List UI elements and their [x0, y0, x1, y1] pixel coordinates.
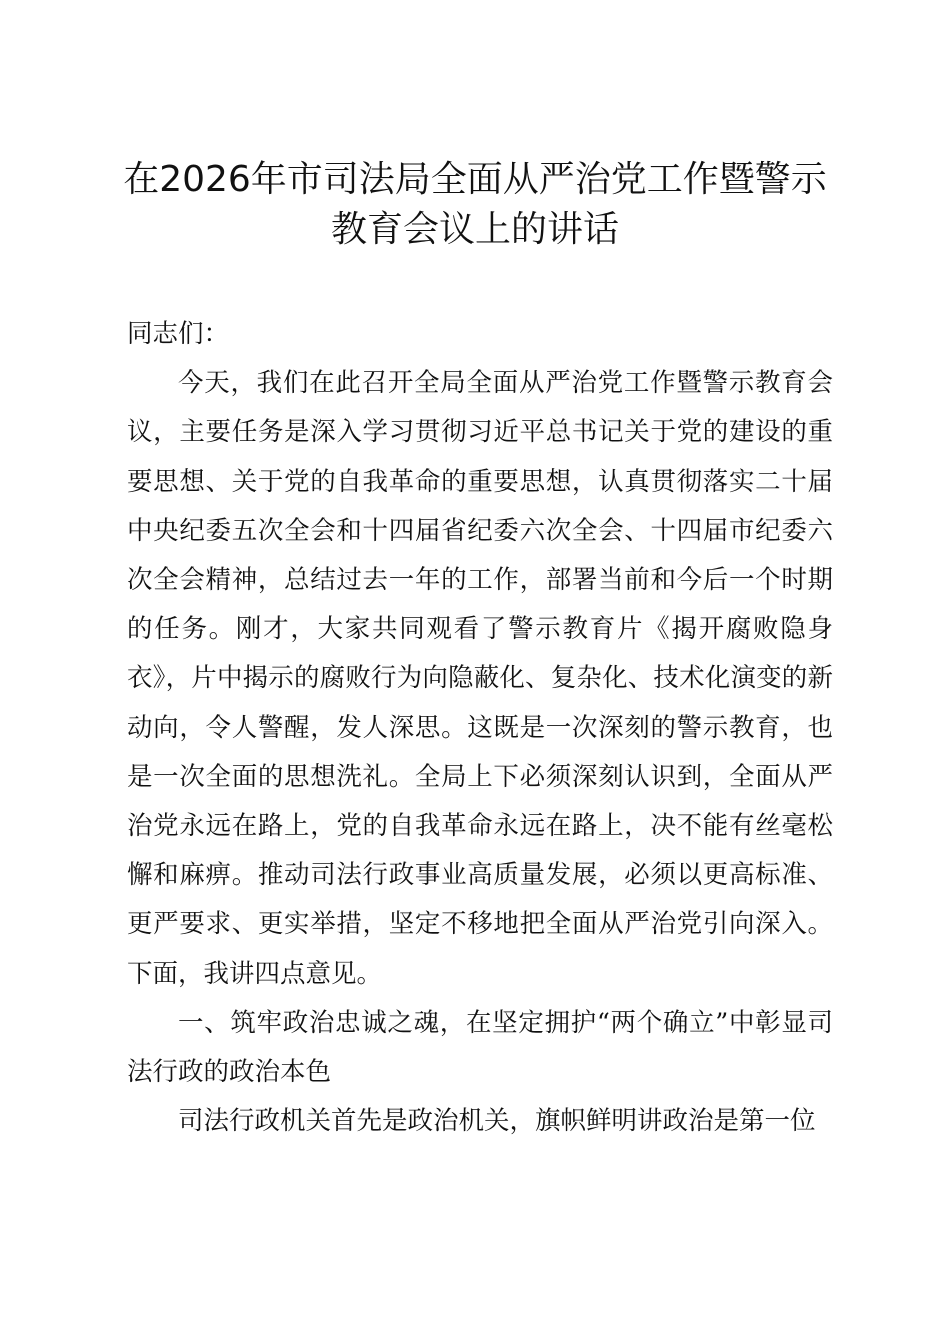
title-line-1: 在2026年市司法局全面从严治党工作暨警示 [123, 159, 827, 200]
document-title [110, 155, 840, 255]
title-line-2: 教育会议上的讲话 [330, 209, 619, 250]
salutation: 同志们： [127, 319, 230, 349]
paragraph-intro: 今天，我们在此召开全局全面从严治党工作暨警示教育会议，主要任务是深入学习贯彻习近平总书记关于党的建设的重要思想、关于党的自我革命的重要思想，认真贯彻落实二十届中央纪委五次全会和十四届省纪委六次全会、十四届市纪委六次全会精神，总结过去一年的工作，部署当前和今后一个时期的任务。刚才，大家共同观看了警示教育片《揭开腐败隐身衣》，片中揭示的腐败行为向隐蔽化、复杂化、技术化演变的新动向，令人警醒，发人深思。这既是一次深刻的警示教育，也是一次全面的思想洗礼。全局上下必须深刻认识到，全面从严治党永远在路上，党的自我革命永远在路上，决不能有丝毫松懈和麻痹。推动司法行政事业高质量发展，必须以更高标准、更严要求、更实举措，坚定不移地把全面从严治党引向深入。下面，我讲四点意见。 [127, 368, 833, 989]
section-heading-1: 一、筑牢政治忠诚之魂，在坚定拥护“两个确立”中彰显司法行政的政治本色 [127, 1007, 833, 1088]
document-body [127, 310, 833, 1146]
paragraph-section-1: 司法行政机关首先是政治机关，旗帜鲜明讲政治是第一位 [178, 1106, 816, 1137]
